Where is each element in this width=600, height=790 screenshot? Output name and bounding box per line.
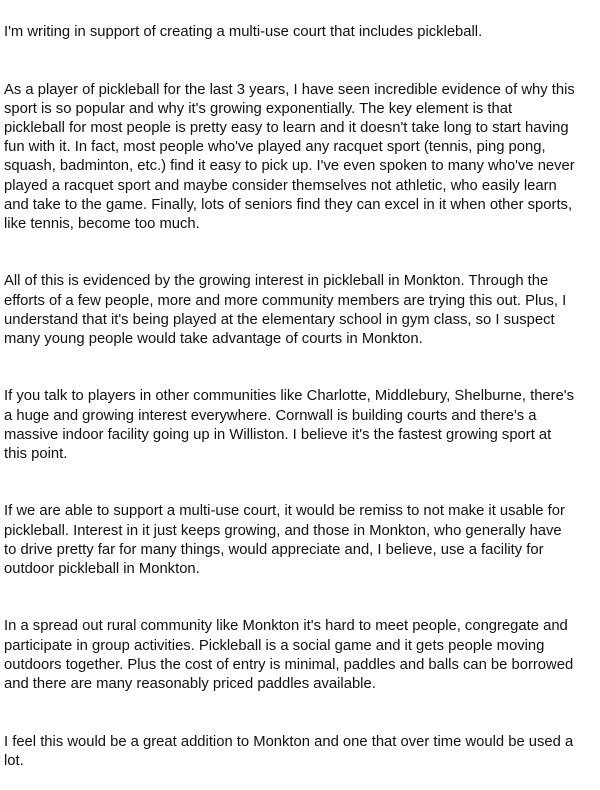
paragraph-closing: I feel this would be a great addition to Monkton and one that over time would be used a lot.	[4, 733, 574, 769]
paragraph-intro: I'm writing in support of creating a multi-use court that includes pickleball.	[4, 24, 483, 41]
paragraph-rural-community: In a spread out rural community like Monkton it's hard to meet people, congregate and participate in group activities. Pickleball is a social game and it gets people moving outdoors together. Plus the cost of entry is minimal, paddles and balls can be borrowed and there are many reasonably priced paddles available.	[4, 618, 574, 693]
paragraph-multi-use-court: If we are able to support a multi-use court, it would be remiss to not make it usable for pickleball. Interest in it just keeps growing, and those in Monkton, who generally have to drive pretty far for many things, would appreciate and, I believe, use a facility for outdoor pickleball in Monkton.	[4, 503, 565, 578]
paragraph-player-experience: As a player of pickleball for the last 3 years, I have seen incredible evidence of why this sport is so popular and why it's growing exponentially. The key element is that pickleball for most people is pretty easy to learn and it doesn't take long to start having fun with it. In fact, most people who've played any racquet sport (tennis, ping pong, squash, badminton, etc.) find it easy to pick up. I've even spoken to many who've never played a racquet sport and maybe consider themselves not athletic, who easily learn and take to the game. Finally, lots of seniors find they can excel in it when other sports, like tennis, become too much.	[4, 81, 575, 233]
paragraph-monkton-interest: All of this is evidenced by the growing interest in pickleball in Monkton. Through the efforts of a few people, more and more community members are trying this out. Plus, I understand that it's being played at the elementary school in gym class, so I suspect many young people would take advantage of courts in Monkton.	[4, 273, 567, 348]
paragraph-other-communities: If you talk to players in other communities like Charlotte, Middlebury, Shelburne, there's a huge and growing interest everywhere. Cornwall is building courts and there's a massive indoor facility going up in Williston. I believe it's the fastest growing sport at this point.	[4, 388, 575, 463]
